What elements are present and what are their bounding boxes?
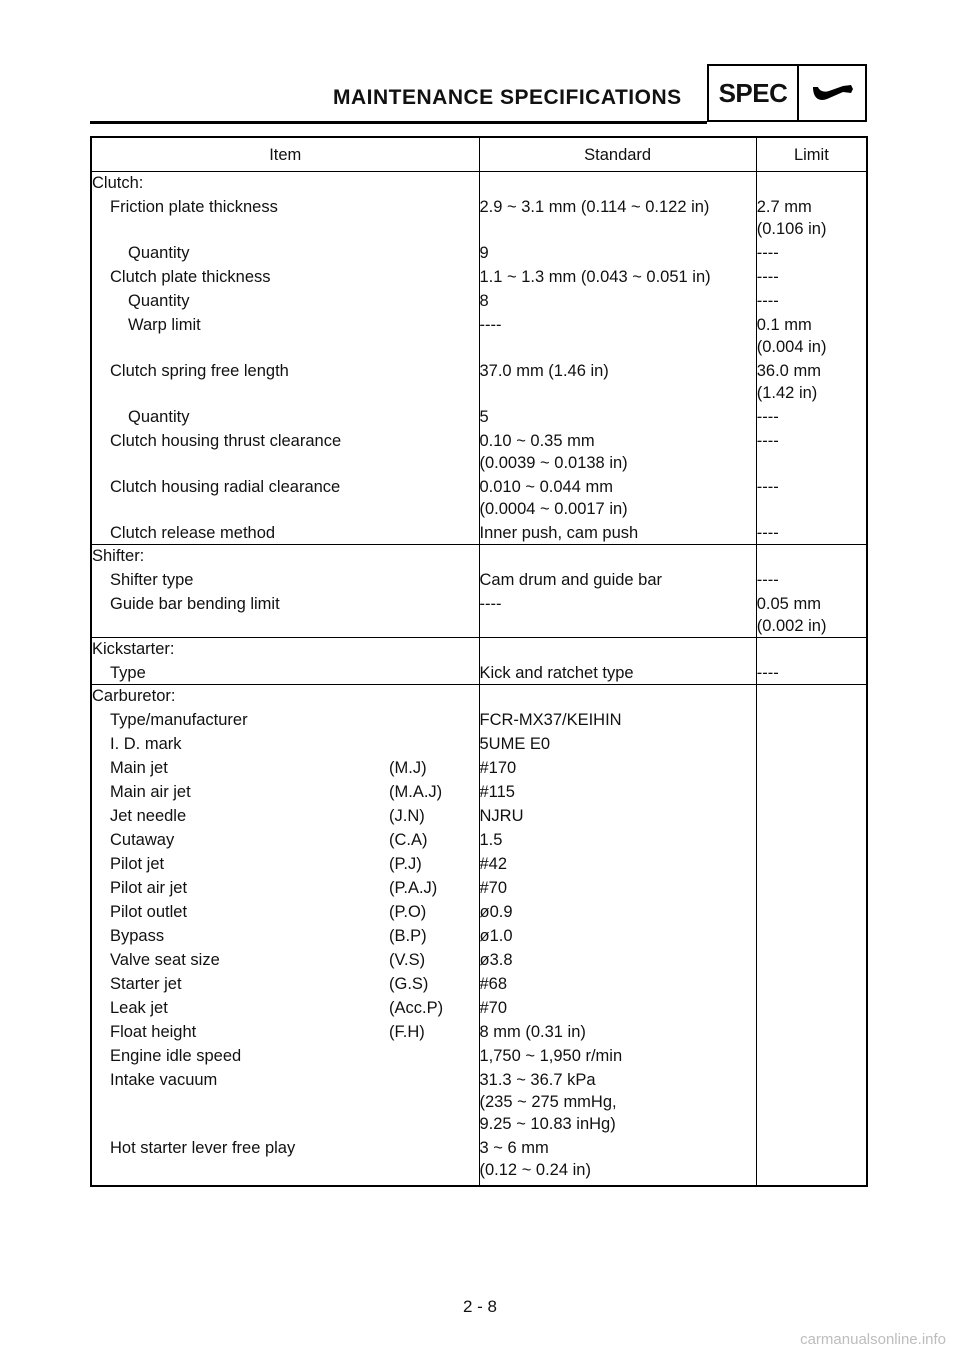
limit-cell [756, 358, 867, 404]
limit-cell [756, 995, 867, 1019]
limit-value: ---- [756, 292, 779, 310]
item-label: Pilot outlet [110, 903, 188, 921]
standard-cell [479, 428, 756, 474]
item-cell [91, 358, 479, 404]
table-row [91, 194, 867, 240]
table-row [91, 851, 867, 875]
standard-value: #170 [479, 759, 517, 777]
item-cell [91, 779, 479, 803]
standard-cell [479, 264, 756, 288]
limit-value: (0.002 in) [756, 617, 827, 635]
section-header-row [91, 685, 867, 708]
standard-cell [479, 1135, 756, 1186]
item-cell [91, 1135, 479, 1186]
item-label: Starter jet [110, 975, 182, 993]
standard-value: 8 mm (0.31 in) [479, 1023, 586, 1041]
table-row [91, 404, 867, 428]
standard-cell [479, 1043, 756, 1067]
item-code: (V.S) [389, 951, 426, 969]
item-cell [91, 404, 479, 428]
column-header-item: Item [91, 137, 479, 172]
item-cell [91, 707, 479, 731]
table-row [91, 947, 867, 971]
table-row [91, 971, 867, 995]
empty-cell [479, 685, 756, 708]
item-label: Clutch spring free length [110, 362, 289, 380]
table-row [91, 779, 867, 803]
limit-value: ---- [756, 664, 779, 682]
standard-value: ø3.8 [479, 951, 513, 969]
limit-cell [756, 1067, 867, 1135]
item-label: Clutch plate thickness [110, 268, 271, 286]
standard-value: ø1.0 [479, 927, 513, 945]
limit-value: (0.106 in) [756, 220, 827, 238]
table-row [91, 731, 867, 755]
table-row [91, 875, 867, 899]
item-cell [91, 995, 479, 1019]
standard-value: FCR-MX37/KEIHIN [479, 711, 622, 729]
standard-value: (0.12 ~ 0.24 in) [479, 1161, 591, 1179]
item-label: Clutch release method [110, 524, 276, 542]
standard-value: 31.3 ~ 36.7 kPa [479, 1071, 596, 1089]
standard-cell [479, 827, 756, 851]
item-code: (C.A) [389, 831, 428, 849]
limit-cell [756, 264, 867, 288]
limit-value: ---- [756, 408, 779, 426]
item-code: (G.S) [389, 975, 429, 993]
item-code: (M.J) [389, 759, 427, 777]
section-title: Kickstarter: [91, 638, 479, 661]
standard-cell [479, 194, 756, 240]
standard-cell [479, 520, 756, 545]
table-row [91, 264, 867, 288]
standard-value: 9.25 ~ 10.83 inHg) [479, 1115, 616, 1133]
standard-cell [479, 971, 756, 995]
standard-value: ---- [479, 595, 502, 613]
standard-cell [479, 288, 756, 312]
item-cell [91, 851, 479, 875]
item-label: Jet needle [110, 807, 187, 825]
empty-cell [479, 172, 756, 195]
standard-cell [479, 731, 756, 755]
standard-value: 5 [479, 408, 489, 426]
item-code: (B.P) [389, 927, 427, 945]
item-label: Guide bar bending limit [110, 595, 280, 613]
standard-value: ---- [479, 316, 502, 334]
standard-cell [479, 358, 756, 404]
standard-cell [479, 779, 756, 803]
spec-table [90, 136, 868, 1187]
table-row [91, 1019, 867, 1043]
limit-cell [756, 567, 867, 591]
limit-value: ---- [756, 478, 779, 496]
item-cell [91, 875, 479, 899]
standard-value: ø0.9 [479, 903, 513, 921]
item-code: (M.A.J) [389, 783, 443, 801]
standard-value: 3 ~ 6 mm [479, 1139, 549, 1157]
standard-value: 1.1 ~ 1.3 mm (0.043 ~ 0.051 in) [479, 268, 711, 286]
limit-cell [756, 779, 867, 803]
item-label: I. D. mark [110, 735, 182, 753]
standard-cell [479, 923, 756, 947]
standard-value: 1,750 ~ 1,950 r/min [479, 1047, 623, 1065]
standard-cell [479, 1019, 756, 1043]
standard-value: (235 ~ 275 mmHg, [479, 1093, 617, 1111]
standard-value: NJRU [479, 807, 524, 825]
item-label: Intake vacuum [110, 1071, 218, 1089]
standard-cell [479, 707, 756, 731]
item-cell [91, 312, 479, 358]
item-label: Type [110, 664, 146, 682]
limit-value: ---- [756, 268, 779, 286]
standard-cell [479, 1067, 756, 1135]
item-cell [91, 1067, 479, 1135]
standard-value: #115 [479, 783, 515, 801]
limit-cell [756, 1043, 867, 1067]
table-header-row [91, 137, 867, 172]
item-label: Shifter type [110, 571, 194, 589]
limit-cell [756, 660, 867, 685]
standard-value: #70 [479, 999, 508, 1017]
limit-cell [756, 591, 867, 638]
section-header-row [91, 172, 867, 195]
limit-cell [756, 803, 867, 827]
item-label: Quantity [128, 408, 190, 426]
item-cell [91, 731, 479, 755]
item-cell [91, 803, 479, 827]
standard-cell [479, 591, 756, 638]
limit-value: 0.1 mm [756, 316, 812, 334]
section-title: Carburetor: [91, 685, 479, 708]
column-header-standard: Standard [479, 137, 756, 172]
empty-cell [756, 685, 867, 708]
table-row [91, 899, 867, 923]
item-cell [91, 591, 479, 638]
item-label: Warp limit [128, 316, 201, 334]
standard-value: Kick and ratchet type [479, 664, 634, 682]
table-row [91, 428, 867, 474]
limit-cell [756, 947, 867, 971]
table-row [91, 1043, 867, 1067]
standard-value: 37.0 mm (1.46 in) [479, 362, 609, 380]
table-row [91, 240, 867, 264]
table-body [91, 172, 867, 1187]
table-row [91, 923, 867, 947]
item-cell [91, 1043, 479, 1067]
empty-cell [756, 172, 867, 195]
item-label: Pilot air jet [110, 879, 188, 897]
standard-cell [479, 875, 756, 899]
standard-value: #70 [479, 879, 508, 897]
item-cell [91, 264, 479, 288]
limit-cell [756, 474, 867, 520]
item-cell [91, 474, 479, 520]
table-row [91, 755, 867, 779]
standard-cell [479, 851, 756, 875]
standard-cell [479, 803, 756, 827]
limit-cell [756, 288, 867, 312]
standard-cell [479, 995, 756, 1019]
item-label: Friction plate thickness [110, 198, 278, 216]
empty-cell [756, 545, 867, 568]
limit-cell [756, 923, 867, 947]
page-title: MAINTENANCE SPECIFICATIONS [333, 86, 682, 109]
limit-value: 2.7 mm [756, 198, 812, 216]
standard-value: (0.0039 ~ 0.0138 in) [479, 454, 628, 472]
item-cell [91, 899, 479, 923]
item-cell [91, 755, 479, 779]
item-cell [91, 240, 479, 264]
table-row [91, 707, 867, 731]
item-cell [91, 827, 479, 851]
limit-value: ---- [756, 571, 779, 589]
item-label: Engine idle speed [110, 1047, 242, 1065]
item-cell [91, 923, 479, 947]
standard-cell [479, 404, 756, 428]
item-cell [91, 1019, 479, 1043]
item-label: Main jet [110, 759, 168, 777]
item-label: Float height [110, 1023, 197, 1041]
standard-value: 2.9 ~ 3.1 mm (0.114 ~ 0.122 in) [479, 198, 710, 216]
table-row [91, 288, 867, 312]
table-row [91, 358, 867, 404]
standard-value: 9 [479, 244, 489, 262]
column-header-limit: Limit [756, 137, 867, 172]
standard-cell [479, 660, 756, 685]
item-code: (P.O) [389, 903, 427, 921]
limit-value: ---- [756, 524, 779, 542]
empty-cell [479, 545, 756, 568]
item-cell [91, 660, 479, 685]
item-label: Clutch housing radial clearance [110, 478, 341, 496]
limit-cell [756, 312, 867, 358]
table-row [91, 567, 867, 591]
item-cell [91, 194, 479, 240]
table-row [91, 803, 867, 827]
item-code: (P.J) [389, 855, 422, 873]
section-header-row [91, 638, 867, 661]
header-rule [90, 121, 707, 124]
limit-cell [756, 404, 867, 428]
item-label: Bypass [110, 927, 165, 945]
limit-cell [756, 875, 867, 899]
limit-cell [756, 731, 867, 755]
standard-cell [479, 899, 756, 923]
item-cell [91, 971, 479, 995]
limit-cell [756, 1019, 867, 1043]
table-row [91, 660, 867, 685]
limit-cell [756, 194, 867, 240]
limit-value: 36.0 mm [756, 362, 821, 380]
standard-cell [479, 312, 756, 358]
item-code: (P.A.J) [389, 879, 438, 897]
standard-cell [479, 567, 756, 591]
item-code: (F.H) [389, 1023, 425, 1041]
item-label: Valve seat size [110, 951, 220, 969]
limit-value: ---- [756, 432, 779, 450]
standard-cell [479, 474, 756, 520]
limit-value: ---- [756, 244, 779, 262]
limit-value: 0.05 mm [756, 595, 821, 613]
watermark: carmanualsonline.info [800, 1331, 946, 1348]
standard-value: Cam drum and guide bar [479, 571, 663, 589]
standard-value: 0.10 ~ 0.35 mm [479, 432, 595, 450]
section-title: Shifter: [91, 545, 479, 568]
table-row [91, 474, 867, 520]
limit-value: (0.004 in) [756, 338, 827, 356]
item-cell [91, 428, 479, 474]
item-label: Quantity [128, 292, 190, 310]
item-code: (J.N) [389, 807, 425, 825]
limit-cell [756, 971, 867, 995]
limit-value: (1.42 in) [756, 384, 818, 402]
standard-value: #42 [479, 855, 508, 873]
limit-cell [756, 755, 867, 779]
item-label: Quantity [128, 244, 190, 262]
standard-value: 5UME E0 [479, 735, 551, 753]
limit-cell [756, 827, 867, 851]
standard-cell [479, 755, 756, 779]
item-label: Leak jet [110, 999, 168, 1017]
standard-value: Inner push, cam push [479, 524, 639, 542]
spec-badge [707, 64, 867, 122]
standard-cell [479, 947, 756, 971]
item-label: Cutaway [110, 831, 175, 849]
standard-cell [479, 240, 756, 264]
item-cell [91, 567, 479, 591]
item-code: (Acc.P) [389, 999, 444, 1017]
standard-value: 1.5 [479, 831, 503, 849]
standard-value: 8 [479, 292, 489, 310]
limit-cell [756, 240, 867, 264]
standard-value: 0.010 ~ 0.044 mm [479, 478, 613, 496]
item-label: Hot starter lever free play [110, 1139, 296, 1157]
table-row [91, 1135, 867, 1186]
empty-cell [756, 638, 867, 661]
item-cell [91, 947, 479, 971]
limit-cell [756, 851, 867, 875]
item-label: Pilot jet [110, 855, 165, 873]
empty-cell [479, 638, 756, 661]
limit-cell [756, 520, 867, 545]
item-cell [91, 520, 479, 545]
wrench-icon [799, 66, 865, 120]
item-label: Main air jet [110, 783, 191, 801]
table-row [91, 995, 867, 1019]
table-row [91, 827, 867, 851]
limit-cell [756, 1135, 867, 1186]
table-row [91, 312, 867, 358]
table-row [91, 591, 867, 638]
table-row [91, 1067, 867, 1135]
section-header-row [91, 545, 867, 568]
standard-value: #68 [479, 975, 508, 993]
section-title: Clutch: [91, 172, 479, 195]
standard-value: (0.0004 ~ 0.0017 in) [479, 500, 628, 518]
limit-cell [756, 428, 867, 474]
item-label: Type/manufacturer [110, 711, 248, 729]
item-label: Clutch housing thrust clearance [110, 432, 342, 450]
spec-badge-label: SPEC [709, 66, 799, 120]
table-row [91, 520, 867, 545]
page-number: 2 - 8 [462, 1297, 498, 1316]
item-cell [91, 288, 479, 312]
limit-cell [756, 707, 867, 731]
limit-cell [756, 899, 867, 923]
